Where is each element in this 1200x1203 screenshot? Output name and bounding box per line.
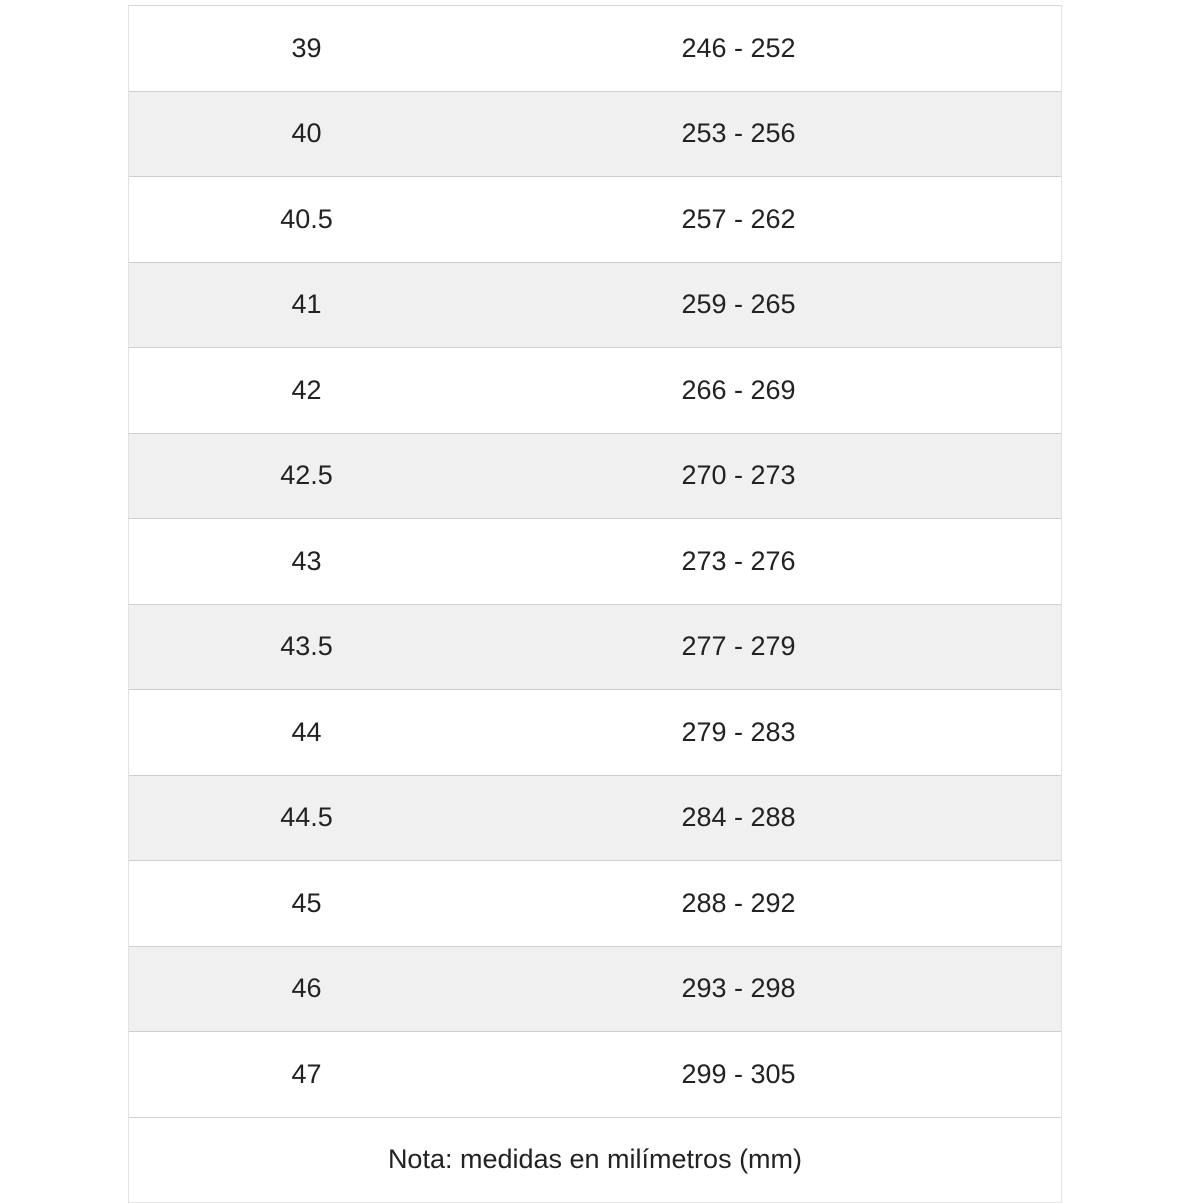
size-chart-rows xyxy=(129,6,1061,1118)
shoe-size-cell: 42 xyxy=(291,374,322,405)
table-row xyxy=(129,519,1061,605)
table-row xyxy=(129,947,1061,1033)
size-chart-table xyxy=(128,5,1062,1203)
foot-length-cell: 299 - 305 xyxy=(681,1058,796,1089)
shoe-size-cell: 43 xyxy=(291,545,322,576)
shoe-size-cell: 42.5 xyxy=(280,460,333,491)
shoe-size-cell: 44.5 xyxy=(280,802,333,833)
shoe-size-cell: 44 xyxy=(291,716,322,747)
shoe-size-cell: 41 xyxy=(291,289,322,320)
table-row xyxy=(129,92,1061,178)
shoe-size-cell: 40.5 xyxy=(280,203,333,234)
foot-length-cell: 257 - 262 xyxy=(681,203,796,234)
table-row xyxy=(129,861,1061,947)
table-row xyxy=(129,177,1061,263)
shoe-size-cell: 39 xyxy=(291,32,322,63)
foot-length-cell: 273 - 276 xyxy=(681,545,796,576)
table-row xyxy=(129,776,1061,862)
foot-length-cell: 279 - 283 xyxy=(681,716,796,747)
foot-length-cell: 284 - 288 xyxy=(681,802,796,833)
table-row xyxy=(129,263,1061,349)
measurement-note: Nota: medidas en milímetros (mm) xyxy=(129,1118,1061,1203)
shoe-size-cell: 46 xyxy=(291,973,322,1004)
shoe-size-cell: 40 xyxy=(291,118,322,149)
table-row xyxy=(129,605,1061,691)
shoe-size-cell: 47 xyxy=(291,1058,322,1089)
foot-length-cell: 277 - 279 xyxy=(681,631,796,662)
table-row xyxy=(129,348,1061,434)
foot-length-cell: 270 - 273 xyxy=(681,460,796,491)
table-row xyxy=(129,690,1061,776)
shoe-size-cell: 45 xyxy=(291,887,322,918)
foot-length-cell: 253 - 256 xyxy=(681,118,796,149)
foot-length-cell: 246 - 252 xyxy=(681,32,796,63)
foot-length-cell: 259 - 265 xyxy=(681,289,796,320)
table-row xyxy=(129,1032,1061,1118)
foot-length-cell: 293 - 298 xyxy=(681,973,796,1004)
table-row xyxy=(129,434,1061,520)
shoe-size-cell: 43.5 xyxy=(280,631,333,662)
table-row xyxy=(129,6,1061,92)
foot-length-cell: 266 - 269 xyxy=(681,374,796,405)
foot-length-cell: 288 - 292 xyxy=(681,887,796,918)
